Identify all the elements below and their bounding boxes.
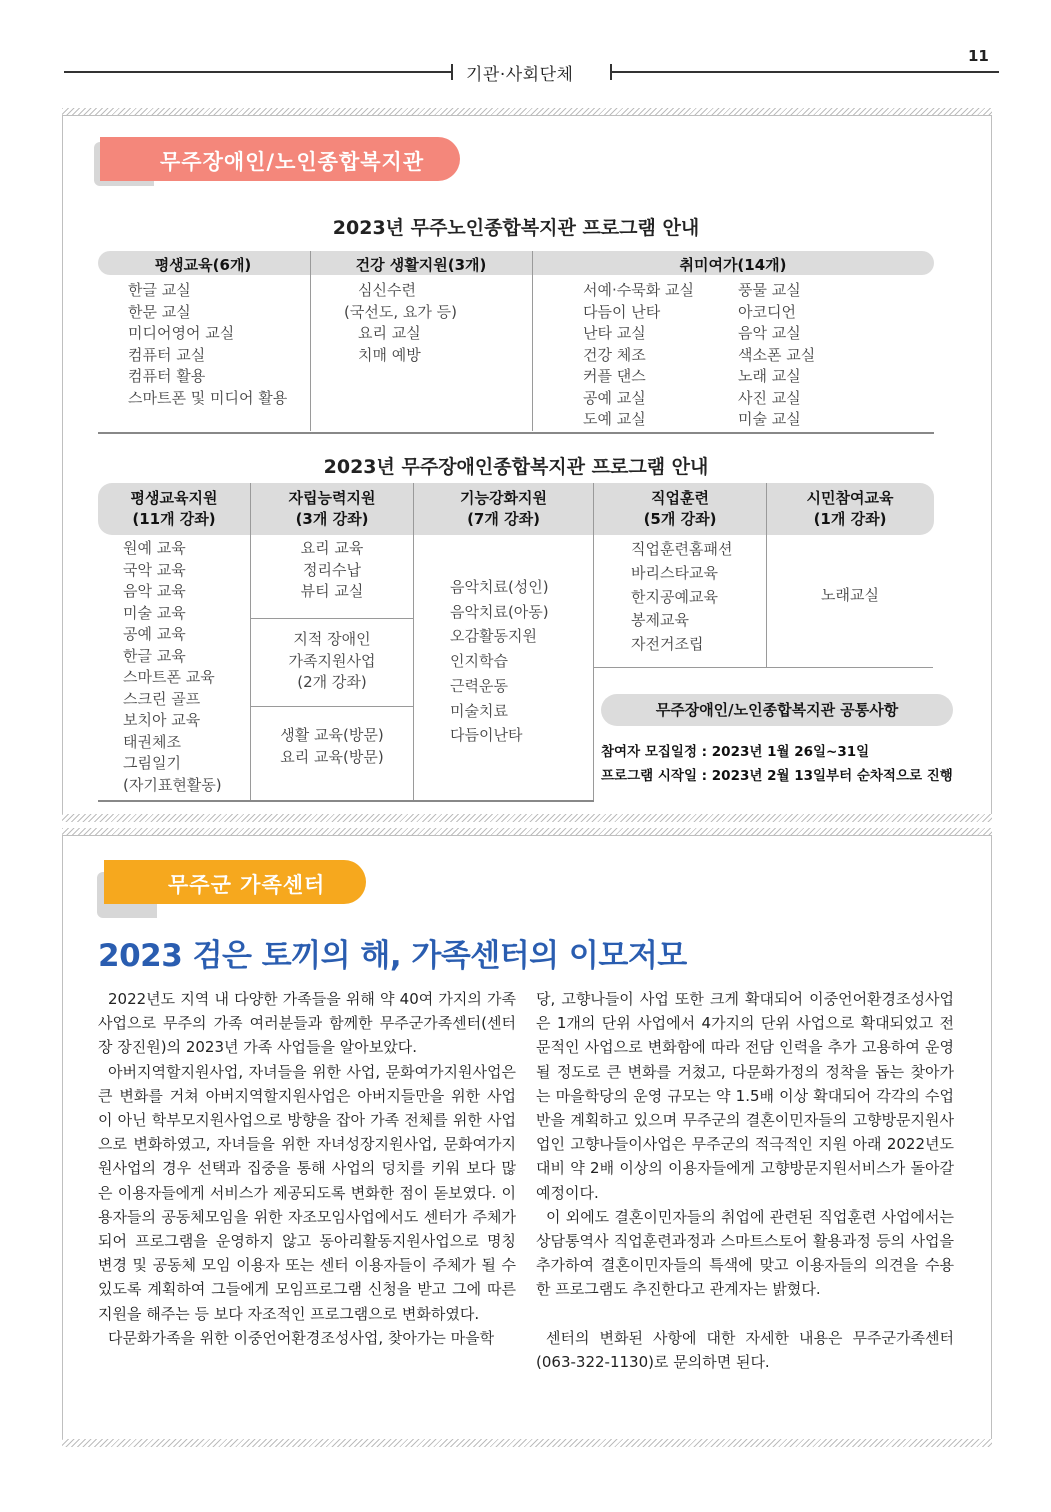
disabled-table-bottom-rule-1 [98, 800, 250, 802]
list-item: 요리 교육 [300, 539, 364, 557]
list-item: 한글 교육 [123, 646, 186, 665]
list-item: 음악 교육 [123, 582, 186, 600]
list-item: 스마트폰 교육 [123, 668, 215, 686]
list-item: 한지공예교육 [631, 587, 718, 606]
article-paragraph: 2022년도 지역 내 다양한 가족들을 위해 약 40여 가지의 가족 사업으로 무주의 가족 여러분들과 함께한 무주군가족센터(센터장 장진원)의 2023년 가족 사업들을 알아보았다. [98, 990, 516, 1057]
header-rule-right [611, 71, 999, 73]
list-item: 사진 교실 [738, 388, 801, 407]
list-item: 다듬이 난타 [583, 302, 661, 321]
list-item: 그림일기 [123, 754, 181, 772]
list-item: 요리 교육(방문) [280, 747, 384, 766]
list-item: 자전거조립 [631, 635, 704, 654]
article-paragraph: 다문화가족을 위한 이중언어환경조성사업, 찾아가는 마을학 [108, 1328, 495, 1347]
disabled-col-independence-b [251, 629, 413, 694]
list-item: 요리 교실 [358, 324, 421, 342]
list-item: 미디어영어 교실 [128, 324, 235, 342]
list-item: 원예 교육 [123, 539, 186, 557]
disabled-program-title: 2023년 무주장애인종합복지관 프로그램 안내 [323, 456, 709, 478]
family-banner-text: 무주군 가족센터 [168, 873, 326, 897]
welfare-banner-text: 무주장애인/노인종합복지관 [160, 150, 425, 174]
header-line: (1개 강좌) [813, 510, 887, 528]
header-line: (3개 강좌) [295, 510, 369, 528]
list-item: 미술 교육 [123, 603, 186, 622]
list-item: 공예 교실 [583, 388, 646, 407]
list-item: 노래교실 [821, 586, 879, 604]
col2-split-2 [251, 706, 413, 707]
list-item: 한문 교실 [128, 302, 191, 321]
list-item: 스마트폰 및 미디어 활용 [128, 388, 288, 407]
article-paragraph: 이 외에도 결혼이민자들의 취업에 관련된 직업훈련 사업에서는 상담통역사 직업훈련과정과 스마트스토어 활용과정 등의 사업을 추가하여 결혼이민자들의 특색에 맞고 이용자들의 의견을 수용한 프로그램도 추진한다고 관계자는 밝혔다. [536, 1207, 954, 1299]
disabled-col-lifelong [123, 538, 222, 796]
header-tick-left [451, 64, 453, 80]
disabled-col-independence-a [251, 538, 413, 603]
article-paragraph: 아버지역할지원사업, 자녀들을 위한 사업, 문화여가지원사업은 큰 변화를 거쳐 아버지역할지원사업은 아버지들만을 위한 사업이 아닌 학부모지원사업으로 방향을 잡아 가족 전체를 위한 사업으로 변화하였고, 자녀들을 위한 자녀성장지원사업, 문화여가지원사업의 경우 선택과 집중을 통해 사업의 덩치를 키워 보다 많은 이용자들에게 서비스가 제공되도록 변화한 점이 돋보였다. 이용자들의 공동체모임을 위한 자조모임사업에서도 센터가 주체가 되어 프로그램을 운영하지 않고 동아리활동지원사업으로 명칭 변경 및 공동체 모임 이용자 또는 센터 이용자들이 주체가 될 수 있도록 계획하여 그들에게 모임프로그램 신청을 받고 그에 따른 지원을 해주는 등 보다 자조적인 프로그램으로 변화하였다. [98, 1062, 516, 1323]
list-item: 공예 교육 [123, 625, 186, 643]
list-item: 생활 교육(방문) [280, 726, 384, 744]
list-item: 다듬이난타 [450, 726, 523, 745]
list-item: 미술치료 [450, 701, 508, 720]
list-item: 봉제교육 [631, 611, 689, 630]
senior-col-hobby-b [738, 280, 815, 431]
recruit-schedule: 참여자 모집일정 : 2023년 1월 26일~31일 [601, 744, 870, 760]
list-item: 풍물 교실 [738, 281, 801, 299]
list-item: 서예·수묵화 교실 [583, 281, 694, 299]
list-item: (국선도, 요가 등) [344, 302, 457, 321]
list-item: 심신수련 [358, 281, 416, 299]
list-item: 아코디언 [738, 302, 796, 321]
disabled-col-independence-c [251, 725, 413, 768]
senior-col-health [344, 280, 457, 366]
article-paragraph: 당, 고향나들이 사업 또한 크게 확대되어 이중언어환경조성사업은 1개의 단위 사업에서 4가지의 단위 사업으로 확대되었고 전문적인 사업으로 변화함에 따라 전담 인력을 추가 고용하여 운영될 정도로 큰 변화를 거쳤고, 다문화가정의 정착을 돕는 찾아가는 마을학당의 운영 규모는 약 1.5배 이상 확대되어 각각의 수업반을 계획하고 있으며 무주군의 결혼이민자들의 고향방문지원사업인 고향나들이사업은 무주군의 적극적인 지원 아래 2022년도 대비 약 2배 이상의 이용자들에게 고향방문지원서비스가 돌아갈 예정이다. [536, 990, 954, 1202]
disabled-divider-2 [413, 483, 414, 801]
list-item: 건강 체조 [583, 345, 646, 364]
list-item: 색소폰 교실 [738, 345, 816, 364]
article-headline: 2023 검은 토끼의 해, 가족센터의 이모저모 [98, 938, 687, 974]
list-item: 태권체조 [123, 732, 181, 751]
list-item: 보치아 교육 [123, 711, 201, 729]
list-item: 직업훈련홈패션 [631, 540, 733, 558]
program-start: 프로그램 시작일 : 2023년 2월 13일부터 순차적으로 진행 [601, 768, 953, 784]
list-item: 미술 교실 [738, 410, 801, 428]
list-item: 바리스타교육 [631, 563, 718, 582]
list-item: 지적 장애인 [293, 630, 371, 648]
box1-bottom-hatch [62, 814, 992, 822]
paragraph-gap [536, 1302, 954, 1326]
header-line: 평생교육지원 [130, 489, 218, 507]
list-item: 음악치료(성인) [450, 578, 549, 596]
header-line: (11개 강좌) [132, 510, 216, 528]
box2-bottom-hatch [62, 1439, 992, 1447]
senior-program-title: 2023년 무주노인종합복지관 프로그램 안내 [332, 217, 700, 239]
list-item: 가족지원사업 [288, 651, 376, 670]
disabled-header-3 [414, 488, 593, 530]
list-item: 난타 교실 [583, 324, 646, 342]
list-item: 음악 교실 [738, 324, 801, 342]
list-item: 커플 댄스 [583, 367, 646, 385]
header-line: 자립능력지원 [288, 489, 376, 507]
senior-col-lifelong [128, 280, 287, 409]
disabled-header-2 [251, 488, 413, 530]
header-rule-left [64, 71, 452, 73]
header-line: (7개 강좌) [467, 510, 540, 528]
header-line: 직업훈련 [651, 489, 709, 507]
list-item: 인지학습 [450, 652, 508, 671]
list-item: 국악 교육 [123, 560, 186, 579]
disabled-divider-3 [593, 483, 594, 801]
disabled-header-1 [98, 488, 250, 530]
disabled-header-5 [767, 488, 933, 530]
senior-header-3: 취미여가(14개) [679, 256, 787, 274]
senior-divider-2 [532, 251, 533, 431]
list-item: (자기표현활동) [123, 775, 222, 794]
article-right-column [536, 987, 954, 1374]
list-item: 스크린 골프 [123, 689, 201, 708]
list-item: 컴퓨터 활용 [128, 367, 206, 385]
header-line: 기능강화지원 [460, 489, 547, 507]
list-item: 컴퓨터 교실 [128, 345, 206, 364]
list-item: 정리수납 [303, 560, 361, 579]
list-item: 뷰티 교실 [300, 582, 364, 600]
list-item: 음악치료(아동) [450, 602, 549, 621]
col45-bottom-rule [593, 667, 933, 668]
article-left-column [98, 987, 516, 1350]
col2-split-1 [251, 618, 413, 619]
header-line: (5개 강좌) [643, 510, 717, 528]
disabled-col-function [450, 575, 549, 748]
senior-table-bottom-rule [98, 432, 934, 434]
list-item: (2개 강좌) [297, 673, 367, 691]
page-number: 11 [968, 47, 989, 65]
senior-divider-1 [310, 251, 311, 431]
header-line: 시민참여교육 [806, 489, 894, 507]
disabled-col-vocational [631, 538, 732, 657]
list-item: 치매 예방 [358, 345, 421, 364]
list-item: 도예 교실 [583, 410, 646, 428]
common-notice-title: 무주장애인/노인종합복지관 공통사항 [601, 694, 953, 726]
list-item: 오감활동지원 [450, 627, 537, 646]
disabled-divider-4 [766, 483, 767, 667]
disabled-col-civic [767, 585, 933, 607]
senior-col-hobby-a [583, 280, 694, 431]
list-item: 한글 교실 [128, 281, 191, 299]
senior-header-1: 평생교육(6개) [154, 256, 252, 274]
section-label: 기관·사회단체 [466, 65, 574, 85]
senior-header-2: 건강 생활지원(3개) [355, 256, 487, 274]
list-item: 근력운동 [450, 676, 508, 695]
disabled-header-4 [594, 488, 766, 530]
article-paragraph: 센터의 변화된 사항에 대한 자세한 내용은 무주군가족센터(063-322-1130)로 문의하면 된다. [536, 1328, 954, 1371]
list-item: 노래 교실 [738, 367, 801, 385]
disabled-table-bottom-rule-2 [250, 800, 594, 802]
